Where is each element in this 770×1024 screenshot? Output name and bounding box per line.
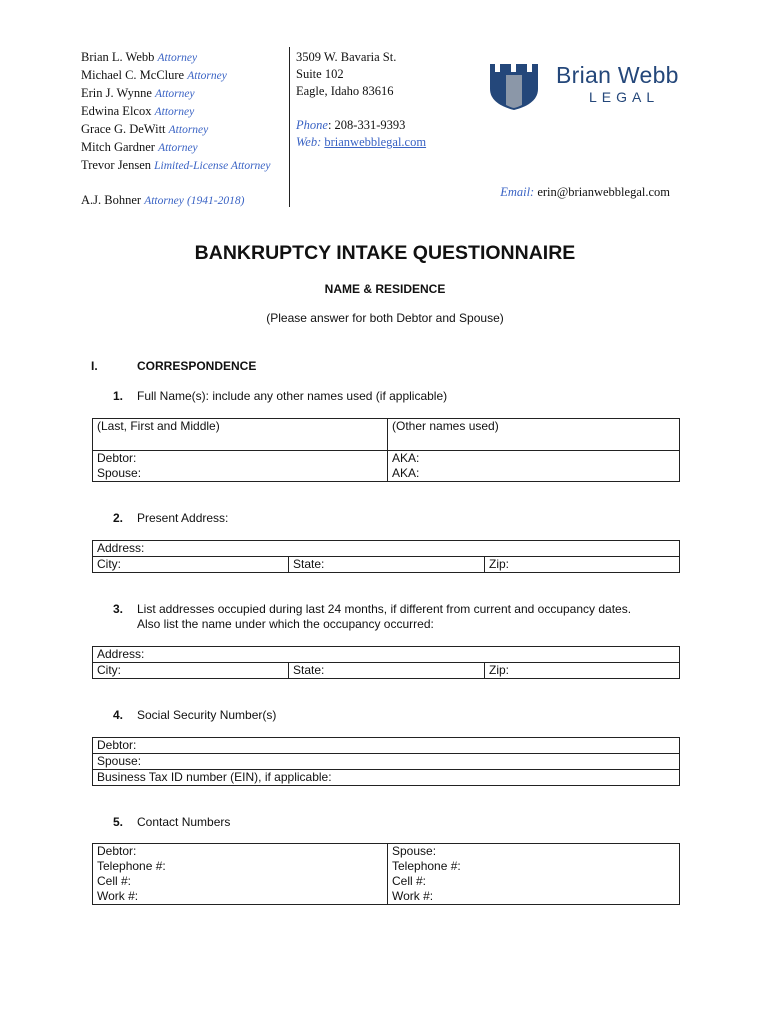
spouse-ssn-field[interactable]: Spouse:	[93, 754, 680, 770]
letterhead-divider	[289, 47, 290, 207]
state-field[interactable]: State:	[289, 557, 485, 573]
attorney-line: Grace G. DeWitt Attorney	[81, 122, 209, 136]
question-text: Present Address:	[137, 511, 229, 525]
spouse-contact-field[interactable]: Spouse: Telephone #: Cell #: Work #:	[388, 844, 680, 905]
attorney-line: Trevor Jensen Limited-License Attorney	[81, 158, 271, 172]
state-field[interactable]: State:	[289, 663, 485, 679]
city-field[interactable]: City:	[93, 557, 289, 573]
contact-numbers-table	[92, 843, 680, 905]
logo-title: Brian Webb	[556, 62, 679, 88]
question-number: 3.	[113, 602, 124, 616]
ein-field[interactable]: Business Tax ID number (EIN), if applicable:	[93, 770, 680, 786]
question-number: 2.	[113, 511, 124, 525]
question-text: Full Name(s): include any other names used (if applicable)	[137, 389, 448, 403]
debtor-contact-field[interactable]: Debtor: Telephone #: Cell #: Work #:	[93, 844, 388, 905]
attorney-list	[81, 49, 271, 210]
question-number: 1.	[113, 389, 124, 403]
question-number: 4.	[113, 708, 124, 722]
attorney-line: Michael C. McClure Attorney	[81, 68, 227, 82]
email-line: Email: erin@brianwebblegal.com	[500, 185, 670, 199]
name-field[interactable]: Debtor: Spouse:	[93, 451, 388, 482]
address-field[interactable]: Address:	[93, 647, 680, 663]
memorial-line: A.J. Bohner Attorney (1941-2018)	[81, 193, 245, 207]
header-cell: (Last, First and Middle)	[93, 419, 388, 451]
website-link[interactable]: brianwebblegal.com	[324, 135, 427, 149]
address-line-1: 3509 W. Bavaria St.	[296, 50, 397, 64]
question-number: 5.	[113, 815, 124, 829]
question-text: Social Security Number(s)	[137, 708, 277, 722]
aka-field[interactable]: AKA: AKA:	[388, 451, 680, 482]
castle-shield-icon	[489, 61, 539, 111]
section-title: CORRESPONDENCE	[137, 359, 257, 373]
previous-address-table	[92, 646, 680, 679]
question-text: List addresses occupied during last 24 months, if different from current and occupancy dates. Also list the name under which the occupancy occurred:	[137, 602, 632, 631]
attorney-line: Brian L. Webb Attorney	[81, 50, 198, 64]
address-line-3: Eagle, Idaho 83616	[296, 84, 394, 98]
full-names-table	[92, 418, 680, 482]
zip-field[interactable]: Zip:	[485, 557, 680, 573]
question-text: Contact Numbers	[137, 815, 231, 829]
page-title: BANKRUPTCY INTAKE QUESTIONNAIRE	[194, 242, 576, 264]
instruction-note: (Please answer for both Debtor and Spouse)	[266, 311, 504, 325]
attorney-line: Mitch Gardner Attorney	[81, 140, 198, 154]
section-number: I.	[91, 359, 98, 373]
web-line: Web: brianwebblegal.com	[296, 135, 427, 149]
debtor-ssn-field[interactable]: Debtor:	[93, 738, 680, 754]
header-cell: (Other names used)	[388, 419, 680, 451]
address-line-2: Suite 102	[296, 67, 344, 81]
email-address[interactable]: erin@brianwebblegal.com	[537, 185, 670, 199]
ssn-table	[92, 737, 680, 786]
present-address-table	[92, 540, 680, 573]
zip-field[interactable]: Zip:	[485, 663, 680, 679]
logo-subtitle: LEGAL	[589, 89, 660, 105]
section-subtitle: NAME & RESIDENCE	[324, 282, 446, 296]
attorney-line: Erin J. Wynne Attorney	[81, 86, 195, 100]
city-field[interactable]: City:	[93, 663, 289, 679]
attorney-line: Edwina Elcox Attorney	[81, 104, 195, 118]
phone-line: Phone: 208-331-9393	[296, 118, 406, 132]
office-contact	[296, 49, 426, 151]
address-field[interactable]: Address:	[93, 541, 680, 557]
